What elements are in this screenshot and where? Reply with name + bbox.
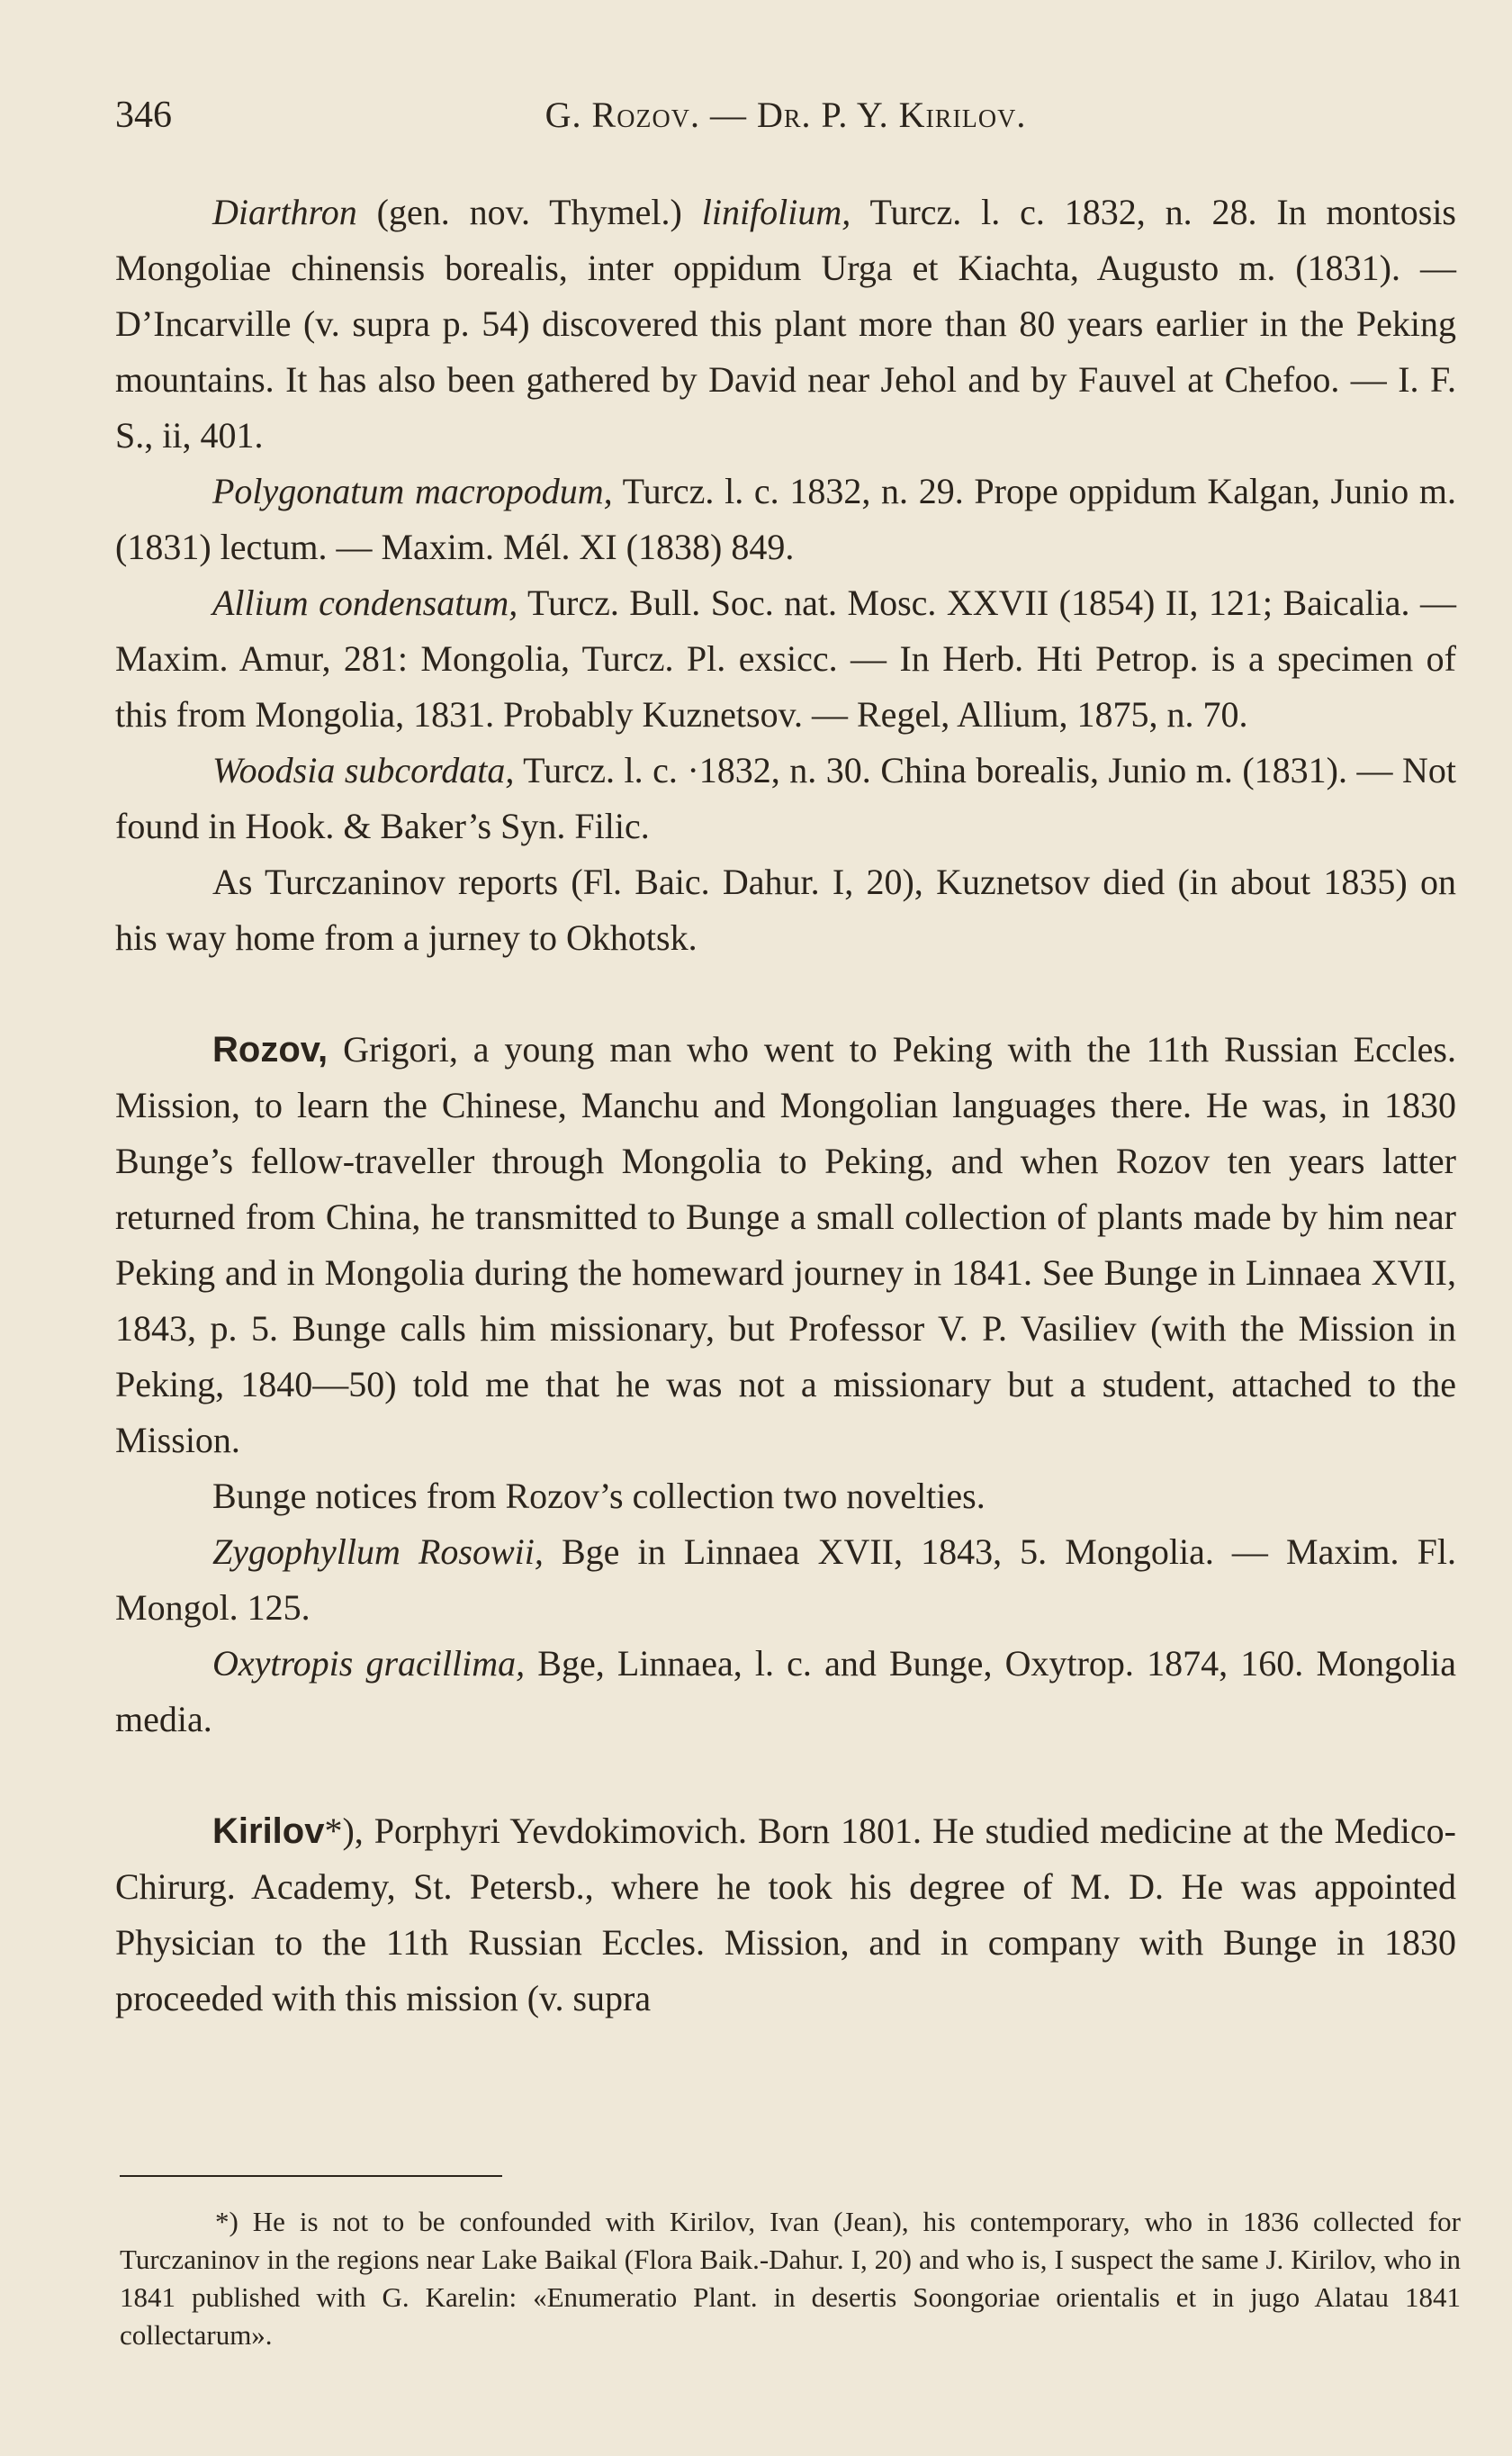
entry-rozov bbox=[115, 1022, 1456, 1468]
entry-text: Turcz. l. c. ·1832, n. 30. China borealis, Junio m. (1831). — Not found in Hook. & Baker’s Syn. Filic. bbox=[115, 750, 1457, 846]
entry-zygophyllum bbox=[115, 1524, 1456, 1636]
taxon-name: Zygophyllum Rosowii, bbox=[212, 1531, 544, 1572]
entry-allium bbox=[115, 575, 1456, 743]
section-gap bbox=[115, 1747, 1456, 1803]
entry-text: Bge in Linnaea XVII, 1843, 5. Mongolia. — Maxim. Fl. Mongol. 125. bbox=[115, 1531, 1456, 1628]
taxon-name: Allium condensatum, bbox=[212, 582, 518, 623]
entry-text: Grigori, a young man who went to Peking with the 11th Russian Eccles. Mission, to learn the Chinese, Manchu and Mongolian languages there. He was, in 1830 Bunge’s fellow-traveller through Mongolia to Peking, and when Rozov ten years latter returned from China, he transmitted to Bunge a small collection of plants made by him near Peking and in Mongolia during the homeward journey in 1841. See Bunge in Linnaea XVII, 1843, p. 5. Bunge calls him missionary, but Professor V. P. Vasiliev (with the Mission in Peking, 1840—50) told me that he was not a missionary but a student, attached to the Mission. bbox=[115, 1029, 1456, 1460]
running-head bbox=[115, 94, 1456, 136]
entry-text: Turcz. l. c. 1832, n. 28. In montosis Mongoliae chinensis borealis, inter oppidum Urga et Kiachta, Augusto m. (1831). — D’Incarville (v. supra p. 54) discovered this plant more than 80 years earlier in the Peking mountains. It has also been gathered by David near Jehol and by Fauvel at Chefoo. — I. F. S., ii, 401. bbox=[115, 192, 1456, 456]
main-text bbox=[115, 185, 1456, 2027]
taxon-name: Oxytropis gracillima, bbox=[212, 1643, 526, 1684]
entry-kirilov bbox=[115, 1803, 1456, 2027]
footnote-text: *) He is not to be confounded with Kirilov, Ivan (Jean), his contemporary, who in 1836 collected for Turczaninov in the regions near Lake Baikal (Flora Baik.-Dahur. I, 20) and who is, I suspect the same J. Kirilov, who in 1841 published with G. Karelin: «Enumeratio Plant. in desertis Soongoriae orientalis et in jugo Alatau 1841 collectarum». bbox=[120, 2206, 1461, 2351]
entry-text: Turcz. Bull. Soc. nat. Mosc. XXVII (1854) II, 121; Baicalia. — Maxim. Amur, 281: Mongolia, Turcz. Pl. exsicc. — In Herb. Hti Petrop. is a specimen of this from Mongolia, 1831. Probably Kuznetsov. — Regel, Allium, 1875, n. 70. bbox=[115, 582, 1456, 735]
footnote-mark: *), bbox=[324, 1810, 364, 1851]
entry-polygonatum bbox=[115, 464, 1456, 575]
running-head-text: G. Rozov. — Dr. P. Y. Kirilov. bbox=[544, 95, 1027, 135]
taxon-name: Diarthron bbox=[212, 192, 357, 232]
taxon-name: linifolium, bbox=[701, 192, 851, 232]
section-gap bbox=[115, 966, 1456, 1022]
page-header bbox=[115, 94, 1456, 144]
entry-diarthron bbox=[115, 185, 1456, 464]
entry-text: Bge, Linnaea, l. c. and Bunge, Oxytrop. 1874, 160. Mongolia media. bbox=[115, 1643, 1456, 1739]
page-number: 346 bbox=[115, 95, 172, 136]
entry-text: Porphyri Yevdokimovich. Born 1801. He studied medicine at the Medico-Chirurg. Academy, St. Petersb., where he took his degree of M. D. He was appointed Physician to the 11th Russian Eccles. Mission, and in company with Bunge in 1830 proceeded with this mission (v. supra bbox=[115, 1810, 1456, 2018]
entry-oxytropis bbox=[115, 1636, 1456, 1747]
footnote bbox=[120, 2203, 1461, 2354]
entry-woodsia bbox=[115, 743, 1456, 854]
collector-name: Kirilov bbox=[212, 1811, 325, 1851]
rozov-novelties: Bunge notices from Rozov’s collection two novelties. bbox=[212, 1476, 986, 1516]
footnote-rule bbox=[120, 2175, 502, 2177]
entry-text: Turcz. l. c. 1832, n. 29. Prope oppidum Kalgan, Junio m. (1831) lectum. — Maxim. Mél. XI (1838) 849. bbox=[115, 471, 1456, 567]
taxon-name: Polygonatum macropodum, bbox=[212, 471, 613, 511]
collector-name: Rozov, bbox=[212, 1030, 328, 1070]
kuznetsov-note: As Turczaninov reports (Fl. Baic. Dahur. I, 20), Kuznetsov died (in about 1835) on his way home from a jurney to Okhotsk. bbox=[115, 862, 1456, 958]
entry-text: (gen. nov. Thymel.) bbox=[356, 192, 702, 232]
taxon-name: Woodsia subcordata, bbox=[212, 750, 515, 790]
